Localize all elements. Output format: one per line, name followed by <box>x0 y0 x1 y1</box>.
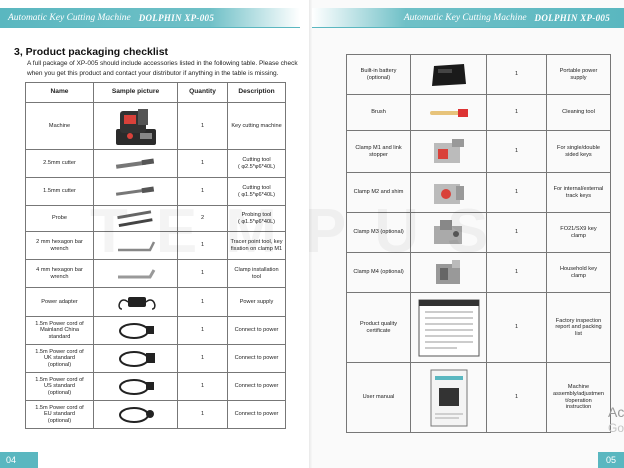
table-row <box>26 345 286 373</box>
item-description: Cutting tool ( φ1.5*φ6*40L) <box>228 178 286 206</box>
header-model: DOLPHIN XP-005 <box>138 12 215 23</box>
item-name: 1.5m Power cord of US standard (optional) <box>26 373 94 401</box>
item-name: Built-in battery (optional) <box>347 55 411 95</box>
item-quantity: 1 <box>178 288 228 317</box>
table-row <box>347 55 611 95</box>
item-description: Key cutting machine <box>228 103 286 150</box>
col-header-quantity: Quantity <box>178 83 228 103</box>
item-description: FO21/SX9 key clamp <box>547 213 611 253</box>
power-cord-icon <box>112 376 160 398</box>
table-row <box>26 373 286 401</box>
header-title: Automatic Key Cutting Machine <box>8 12 131 23</box>
item-description: Connect to power <box>228 401 286 429</box>
item-name: Power adapter <box>26 288 94 317</box>
item-name: 1.5mm cutter <box>26 178 94 206</box>
power-cord-icon <box>112 348 160 370</box>
power-cord-icon <box>112 404 160 426</box>
item-quantity: 1 <box>178 103 228 150</box>
item-name: 1.5m Power cord of EU standard (optional) <box>26 401 94 429</box>
item-description: Machine assembly/adjustmen t/operation instruction <box>547 363 611 433</box>
item-description: Cleaning tool <box>547 95 611 131</box>
item-name: Brush <box>347 95 411 131</box>
item-name: Product quality certificate <box>347 293 411 363</box>
cutter-icon <box>112 156 160 172</box>
item-name: 1.5m Power cord of Mainland China standard <box>26 317 94 345</box>
item-name: 2 mm hexagon bar wrench <box>26 232 94 260</box>
watermark <box>90 196 516 267</box>
manual-icon <box>429 368 469 428</box>
hex-wrench-icon <box>112 266 160 282</box>
item-quantity: 1 <box>178 150 228 178</box>
item-description: Power supply <box>228 288 286 317</box>
section-intro <box>27 59 302 79</box>
item-name: Clamp M3 (optional) <box>347 213 411 253</box>
item-description: Factory inspection report and packing list <box>547 293 611 363</box>
right-page-header <box>312 8 624 28</box>
machine-icon <box>110 105 162 147</box>
item-description: Clamp installation tool <box>228 260 286 288</box>
table-row <box>347 363 611 433</box>
item-name: Clamp M4 (optional) <box>347 253 411 293</box>
item-quantity: 1 <box>178 373 228 401</box>
item-description: For internal/external track keys <box>547 173 611 213</box>
item-quantity: 1 <box>487 213 547 253</box>
item-description: Tracer point tool, key fixation on clamp M1 <box>228 232 286 260</box>
item-quantity: 1 <box>487 253 547 293</box>
power-adapter-icon <box>112 291 160 313</box>
col-header-name: Name <box>26 83 94 103</box>
item-name: Clamp M1 and link stopper <box>347 131 411 173</box>
item-quantity: 1 <box>178 317 228 345</box>
left-page-header <box>0 8 300 28</box>
item-quantity: 1 <box>178 401 228 429</box>
item-quantity: 1 <box>487 173 547 213</box>
item-description: For single/double sided keys <box>547 131 611 173</box>
page-number-right: 05 <box>598 452 624 468</box>
intro-line-1: A full package of XP-005 should include accessories listed in the following table. Please check <box>27 60 298 67</box>
item-description: Connect to power <box>228 373 286 401</box>
item-quantity: 2 <box>178 206 228 232</box>
table-row <box>347 95 611 131</box>
item-description: Portable power supply <box>547 55 611 95</box>
brush-icon <box>426 106 472 120</box>
intro-line-2: when you get this product and contact your distributor if anything in the table is missing. <box>27 70 279 77</box>
table-row <box>347 131 611 173</box>
item-name: Machine <box>26 103 94 150</box>
item-description: Connect to power <box>228 317 286 345</box>
item-name: Probe <box>26 206 94 232</box>
certificate-icon <box>417 298 481 358</box>
item-description: Household key clamp <box>547 253 611 293</box>
table-header-row <box>26 83 286 103</box>
item-name: 2.5mm cutter <box>26 150 94 178</box>
item-quantity: 1 <box>178 178 228 206</box>
item-description: Probing tool ( φ1.5*φ6*40L) <box>228 206 286 232</box>
item-quantity: 1 <box>487 95 547 131</box>
table-row <box>347 293 611 363</box>
item-description: Connect to power <box>228 345 286 373</box>
activate-windows-overlay: Ac Go <box>608 404 624 435</box>
header-title: Automatic Key Cutting Machine <box>403 12 527 23</box>
table-row <box>26 288 286 317</box>
table-row <box>26 103 286 150</box>
item-quantity: 1 <box>487 293 547 363</box>
item-quantity: 1 <box>178 260 228 288</box>
col-header-picture: Sample picture <box>94 83 178 103</box>
item-quantity: 1 <box>178 232 228 260</box>
clamp-icon <box>426 135 472 169</box>
table-row <box>26 401 286 429</box>
section-title: 3, Product packaging checklist <box>14 46 169 58</box>
item-quantity: 1 <box>487 55 547 95</box>
battery-icon <box>426 60 472 90</box>
power-cord-icon <box>112 320 160 342</box>
item-quantity: 1 <box>487 131 547 173</box>
item-description: Cutting tool ( φ2.5*φ6*40L) <box>228 150 286 178</box>
col-header-description: Description <box>228 83 286 103</box>
table-row <box>26 317 286 345</box>
header-model: DOLPHIN XP-005 <box>534 12 610 23</box>
item-quantity: 1 <box>178 345 228 373</box>
table-row <box>26 150 286 178</box>
item-name: Clamp M2 and shim <box>347 173 411 213</box>
item-name: 1.5m Power cord of UK standard (optional) <box>26 345 94 373</box>
item-quantity: 1 <box>487 363 547 433</box>
item-name: 4 mm hexagon bar wrench <box>26 260 94 288</box>
page-number-left: 04 <box>0 452 38 468</box>
item-name: User manual <box>347 363 411 433</box>
